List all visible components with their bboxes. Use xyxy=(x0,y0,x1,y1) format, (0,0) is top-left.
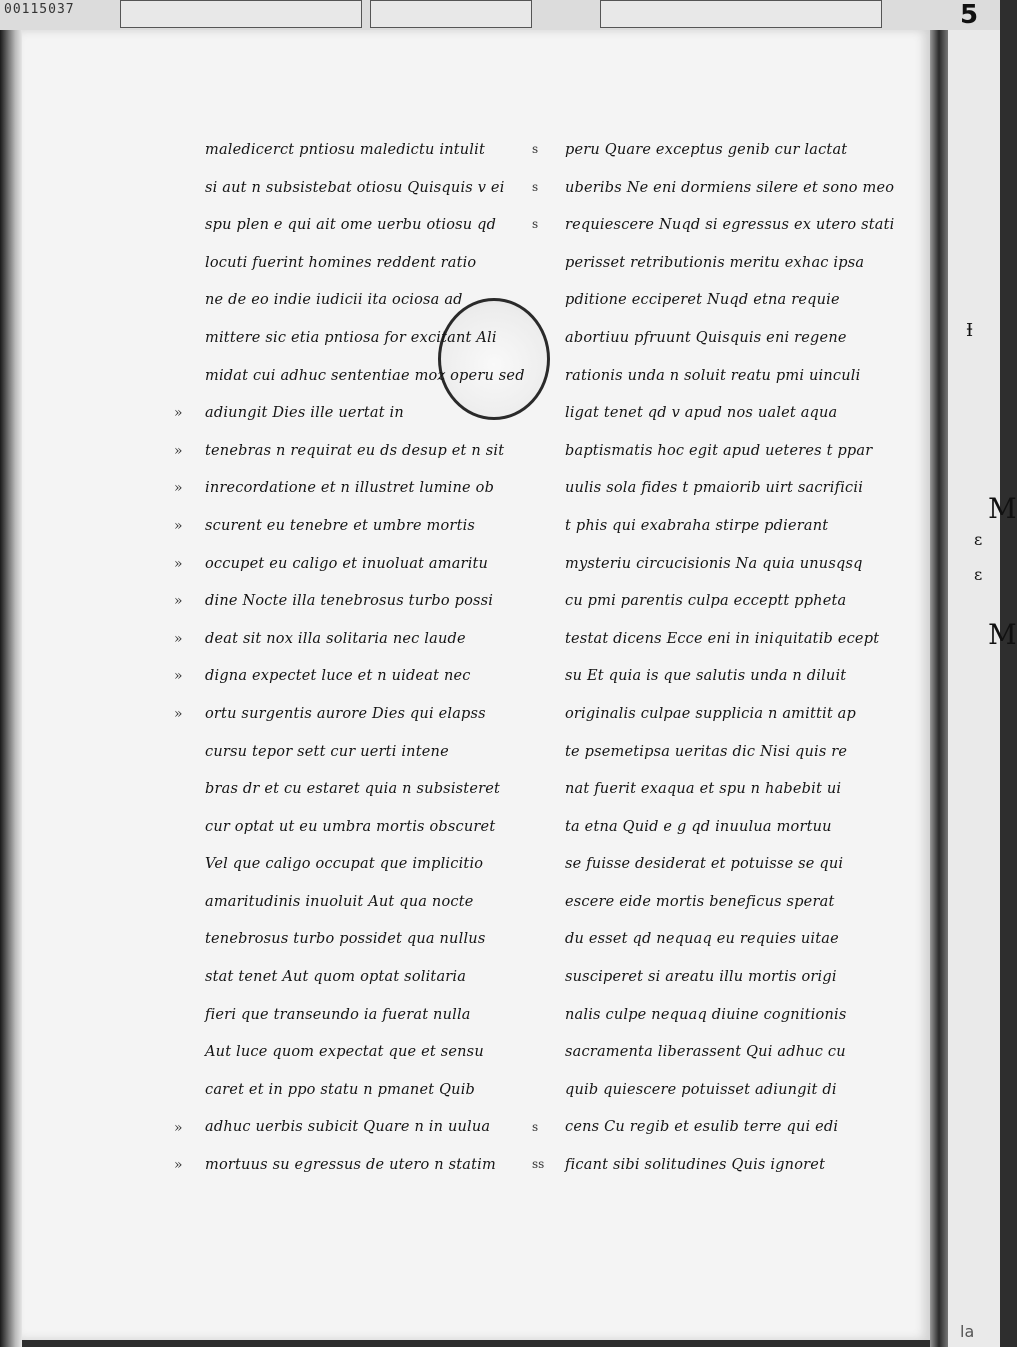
text-line: Aut luce quom expectat que et sensu xyxy=(205,1044,484,1061)
text-line: sacramenta liberassent Qui adhuc cu xyxy=(565,1044,846,1061)
quotation-mark: » xyxy=(174,1157,183,1174)
text-line: deat sit nox illa solitaria nec laude xyxy=(205,630,466,647)
text-line: quib quiescere potuisset adiungit di xyxy=(565,1081,837,1098)
text-line: su Et quia is que salutis unda n diluit xyxy=(565,668,847,685)
quotation-mark: » xyxy=(174,405,183,422)
text-line: ortu surgentis aurore Dies qui elapss xyxy=(205,705,486,722)
facing-mark: M xyxy=(988,492,1017,525)
margin-mark: s xyxy=(532,1119,539,1134)
text-line: escere eide mortis beneficus sperat xyxy=(565,893,835,910)
text-line: si aut n subsistebat otiosu Quisquis v ei xyxy=(205,179,505,196)
binding-gutter xyxy=(930,30,948,1347)
text-line: mortuus su egressus de utero n statim xyxy=(205,1157,496,1174)
quotation-mark: » xyxy=(174,555,183,572)
shelfmark-label: 00115037 xyxy=(4,2,75,17)
margin-mark: ss xyxy=(532,1157,545,1172)
text-line: ficant sibi solitudines Quis ignoret xyxy=(565,1157,826,1174)
folio-number: 5 xyxy=(960,0,979,30)
text-line: midat cui adhuc sententiae moz operu sed xyxy=(205,367,525,384)
ruler-box xyxy=(370,0,532,28)
text-line: du esset qd nequaq eu requies uitae xyxy=(565,931,839,948)
text-line: cens Cu regib et esulib terre qui edi xyxy=(565,1119,839,1136)
text-line: maledicerct pntiosu maledictu intulit xyxy=(205,142,485,158)
quotation-mark: » xyxy=(174,442,183,459)
binding-edge-left xyxy=(0,30,22,1347)
text-line: fieri que transeundo ia fuerat nulla xyxy=(205,1006,471,1023)
text-line: amaritudinis inuoluit Aut qua nocte xyxy=(205,893,474,910)
text-line: ne de eo indie iudicii ita ociosa ad xyxy=(205,292,463,309)
text-line: scurent eu tenebre et umbre mortis xyxy=(205,517,476,534)
text-line: occupet eu caligo et inuoluat amaritu xyxy=(205,555,489,572)
text-line: uulis sola fides t pmaiorib uirt sacrificii xyxy=(565,480,864,497)
text-column-right xyxy=(565,132,895,1185)
text-line: spu plen e qui ait ome uerbu otiosu qd xyxy=(205,217,497,234)
text-line: rationis unda n soluit reatu pmi uinculi xyxy=(565,367,861,384)
facing-mark: ɛ xyxy=(974,565,983,584)
facing-mark: M xyxy=(988,618,1017,651)
text-line: perisset retributionis meritu exhac ipsa xyxy=(565,254,865,271)
quotation-mark: » xyxy=(174,706,183,722)
margin-mark: s xyxy=(532,142,539,156)
text-column-left xyxy=(205,132,535,1185)
text-line: Vel que caligo occupat que implicitio xyxy=(205,856,484,873)
text-line: dine Nocte illa tenebrosus turbo possi xyxy=(205,593,494,610)
text-line: se fuisse desiderat et potuisse se qui xyxy=(565,856,844,873)
ruler-box xyxy=(120,0,362,28)
corner-mark: la xyxy=(960,1322,975,1341)
facing-page-edge xyxy=(948,30,1017,1347)
quotation-mark: » xyxy=(174,668,183,685)
text-line: adiungit Dies ille uertat in xyxy=(205,405,404,422)
quotation-mark: » xyxy=(174,630,183,647)
text-line: adhuc uerbis subicit Quare n in uulua xyxy=(205,1119,491,1136)
quotation-mark: » xyxy=(174,518,183,534)
text-line: requiescere Nuqd si egressus ex utero stati xyxy=(565,217,895,234)
quotation-mark: » xyxy=(174,593,183,610)
text-line: cursu tepor sett cur uerti intene xyxy=(205,743,449,760)
text-line: susciperet si areatu illu mortis origi xyxy=(565,969,837,986)
text-line: ligat tenet qd v apud nos ualet aqua xyxy=(565,405,838,422)
margin-mark: s xyxy=(532,179,539,194)
quotation-mark: » xyxy=(174,1119,183,1136)
text-line: originalis culpae supplicia n amittit ap xyxy=(565,705,857,722)
text-line: abortiuu pfruunt Quisquis eni regene xyxy=(565,329,847,346)
facing-mark: ɛ xyxy=(974,530,983,549)
margin-mark: s xyxy=(532,217,539,232)
text-line: testat dicens Ecce eni in iniquitatib ecept xyxy=(565,630,880,647)
facing-mark: Ɨ xyxy=(966,320,974,341)
text-line: cu pmi parentis culpa ecceptt ppheta xyxy=(565,593,847,610)
text-line: cur optat ut eu umbra mortis obscuret xyxy=(205,818,496,835)
quotation-mark: » xyxy=(174,480,183,497)
text-line: caret et in ppo statu n pmanet Quib xyxy=(205,1081,476,1098)
text-line: t phis qui exabraha stirpe pdierant xyxy=(565,517,829,534)
text-line: mittere sic etia pntiosa for excitant Ali xyxy=(205,329,497,346)
text-line: stat tenet Aut quom optat solitaria xyxy=(205,969,467,986)
text-line: locuti fuerint homines reddent ratio xyxy=(205,254,477,271)
ruler-box xyxy=(600,0,882,28)
text-line: tenebrosus turbo possidet qua nullus xyxy=(205,931,486,948)
text-line: peru Quare exceptus genib cur lactat xyxy=(565,142,848,158)
text-line: mysteriu circucisionis Na quia unusqsq xyxy=(565,555,863,572)
text-line: digna expectet luce et n uideat nec xyxy=(205,668,471,685)
text-line: inrecordatione et n illustret lumine ob xyxy=(205,480,495,497)
text-line: tenebras n requirat eu ds desup et n sit xyxy=(205,442,505,459)
text-line: baptismatis hoc egit apud ueteres t ppar xyxy=(565,442,873,459)
text-line: bras dr et cu estaret quia n subsisteret xyxy=(205,781,501,798)
text-line: nalis culpe nequaq diuine cognitionis xyxy=(565,1006,847,1023)
text-line: uberibs Ne eni dormiens silere et sono meo xyxy=(565,179,895,196)
scan-top-strip xyxy=(0,0,1000,30)
text-line: ta etna Quid e g qd inuulua mortuu xyxy=(565,818,832,835)
text-line: pditione ecciperet Nuqd etna requie xyxy=(565,292,840,309)
text-line: nat fuerit exaqua et spu n habebit ui xyxy=(565,781,842,798)
text-line: te psemetipsa ueritas dic Nisi quis re xyxy=(565,743,848,760)
